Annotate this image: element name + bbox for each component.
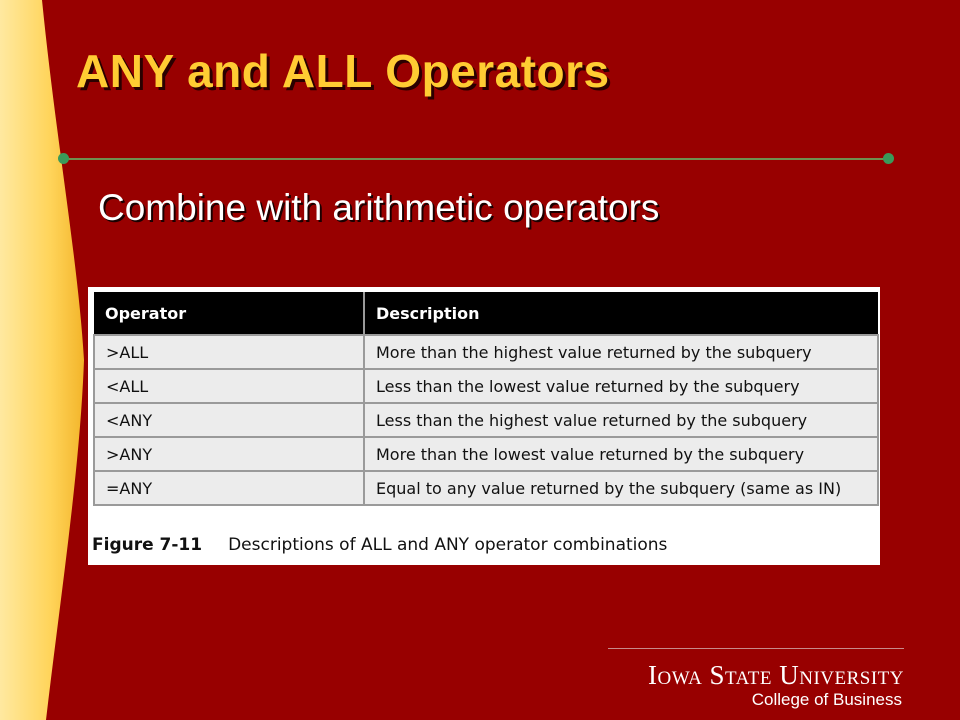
operator-table [93,292,879,506]
table-row [94,335,878,369]
figure-caption-text: Descriptions of ALL and ANY operator combinations [228,535,668,555]
description-cell: More than the highest value returned by the subquery [364,335,878,369]
table-row [94,437,878,471]
table-row [94,471,878,505]
header-operator: Operator [94,292,364,335]
table-row [94,369,878,403]
figure-number: Figure 7-11 [92,535,203,555]
description-cell: Less than the lowest value returned by the subquery [364,369,878,403]
divider-dot-left [58,153,69,164]
operator-figure [88,287,880,565]
slide-title: ANY and ALL Operators [76,45,610,97]
description-cell: Less than the highest value returned by the subquery [364,403,878,437]
figure-caption [92,535,667,555]
college-name: College of Business [751,690,902,709]
operator-cell: >ALL [94,335,364,369]
table-header-row [94,292,878,335]
operator-cell: >ANY [94,437,364,471]
description-cell: More than the lowest value returned by the subquery [364,437,878,471]
footer-divider [608,648,904,649]
university-logo-text: Iowa State University [648,660,904,690]
left-band-decoration [0,0,90,720]
operator-cell: <ANY [94,403,364,437]
divider-dot-right [883,153,894,164]
table-row [94,403,878,437]
slide-subtitle: Combine with arithmetic operators [98,187,660,228]
title-divider [64,158,889,160]
operator-cell: <ALL [94,369,364,403]
description-cell: Equal to any value returned by the subquery (same as IN) [364,471,878,505]
operator-cell: =ANY [94,471,364,505]
header-description: Description [364,292,878,335]
